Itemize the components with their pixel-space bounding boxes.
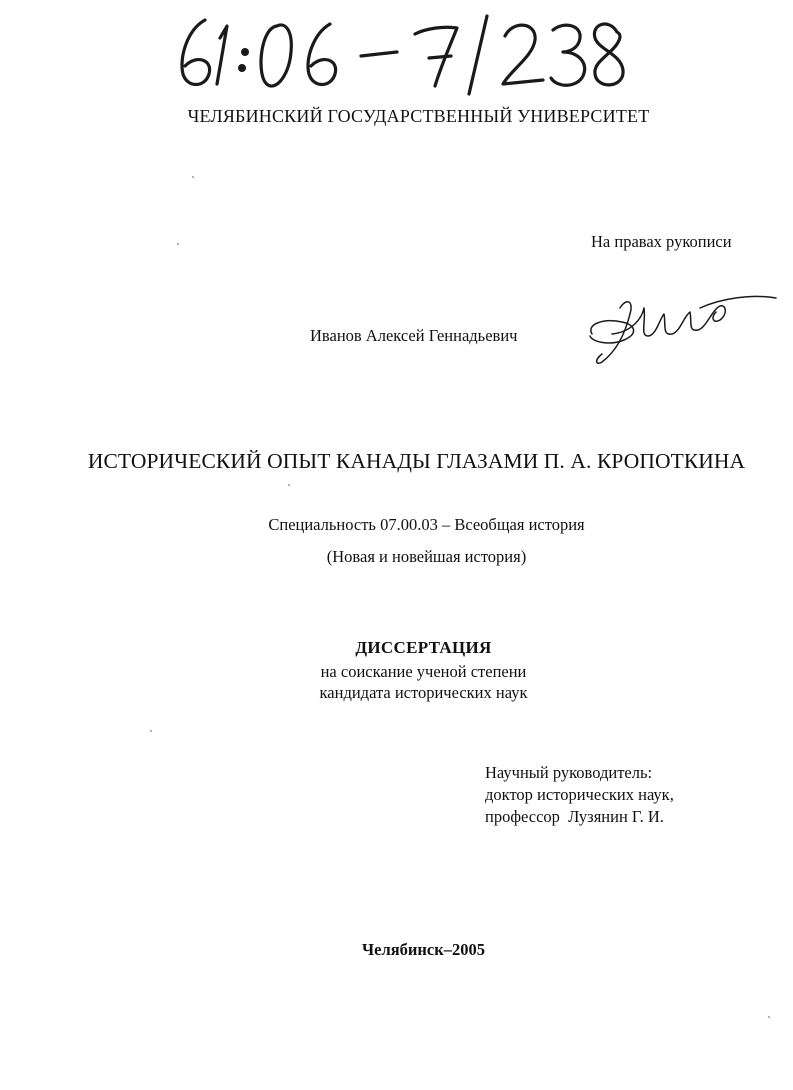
- scan-speck: [150, 730, 152, 732]
- university-name: ЧЕЛЯБИНСКИЙ ГОСУДАРСТВЕННЫЙ УНИВЕРСИТЕТ: [187, 106, 650, 126]
- supervisor-degree: доктор исторических наук,: [485, 785, 674, 804]
- scan-speck: [768, 1016, 770, 1018]
- degree-name-line: кандидата исторических наук: [319, 683, 528, 702]
- scan-speck: [288, 484, 290, 486]
- scan-speck: [192, 176, 194, 178]
- handwritten-catalog-number: [165, 8, 635, 98]
- author-name: Иванов Алексей Геннадьевич: [310, 326, 518, 345]
- degree-purpose-line: на соискание ученой степени: [320, 662, 527, 681]
- supervisor-name: профессор Лузянин Г. И.: [485, 807, 664, 826]
- manuscript-rights-note: На правах рукописи: [591, 232, 732, 251]
- signature-icon: [582, 288, 782, 370]
- specialty-code: Специальность 07.00.03 – Всеобщая история: [268, 515, 585, 534]
- specialty-subfield: (Новая и новейшая история): [326, 547, 527, 566]
- supervisor-block: [485, 762, 674, 828]
- scan-speck: [177, 243, 179, 245]
- dissertation-title: ИСТОРИЧЕСКИЙ ОПЫТ КАНАДЫ ГЛАЗАМИ П. А. КРОПОТКИНА: [87, 449, 746, 473]
- document-type-heading: ДИССЕРТАЦИЯ: [355, 638, 492, 657]
- supervisor-label: Научный руководитель:: [485, 763, 653, 782]
- city-and-year: Челябинск–2005: [362, 940, 485, 959]
